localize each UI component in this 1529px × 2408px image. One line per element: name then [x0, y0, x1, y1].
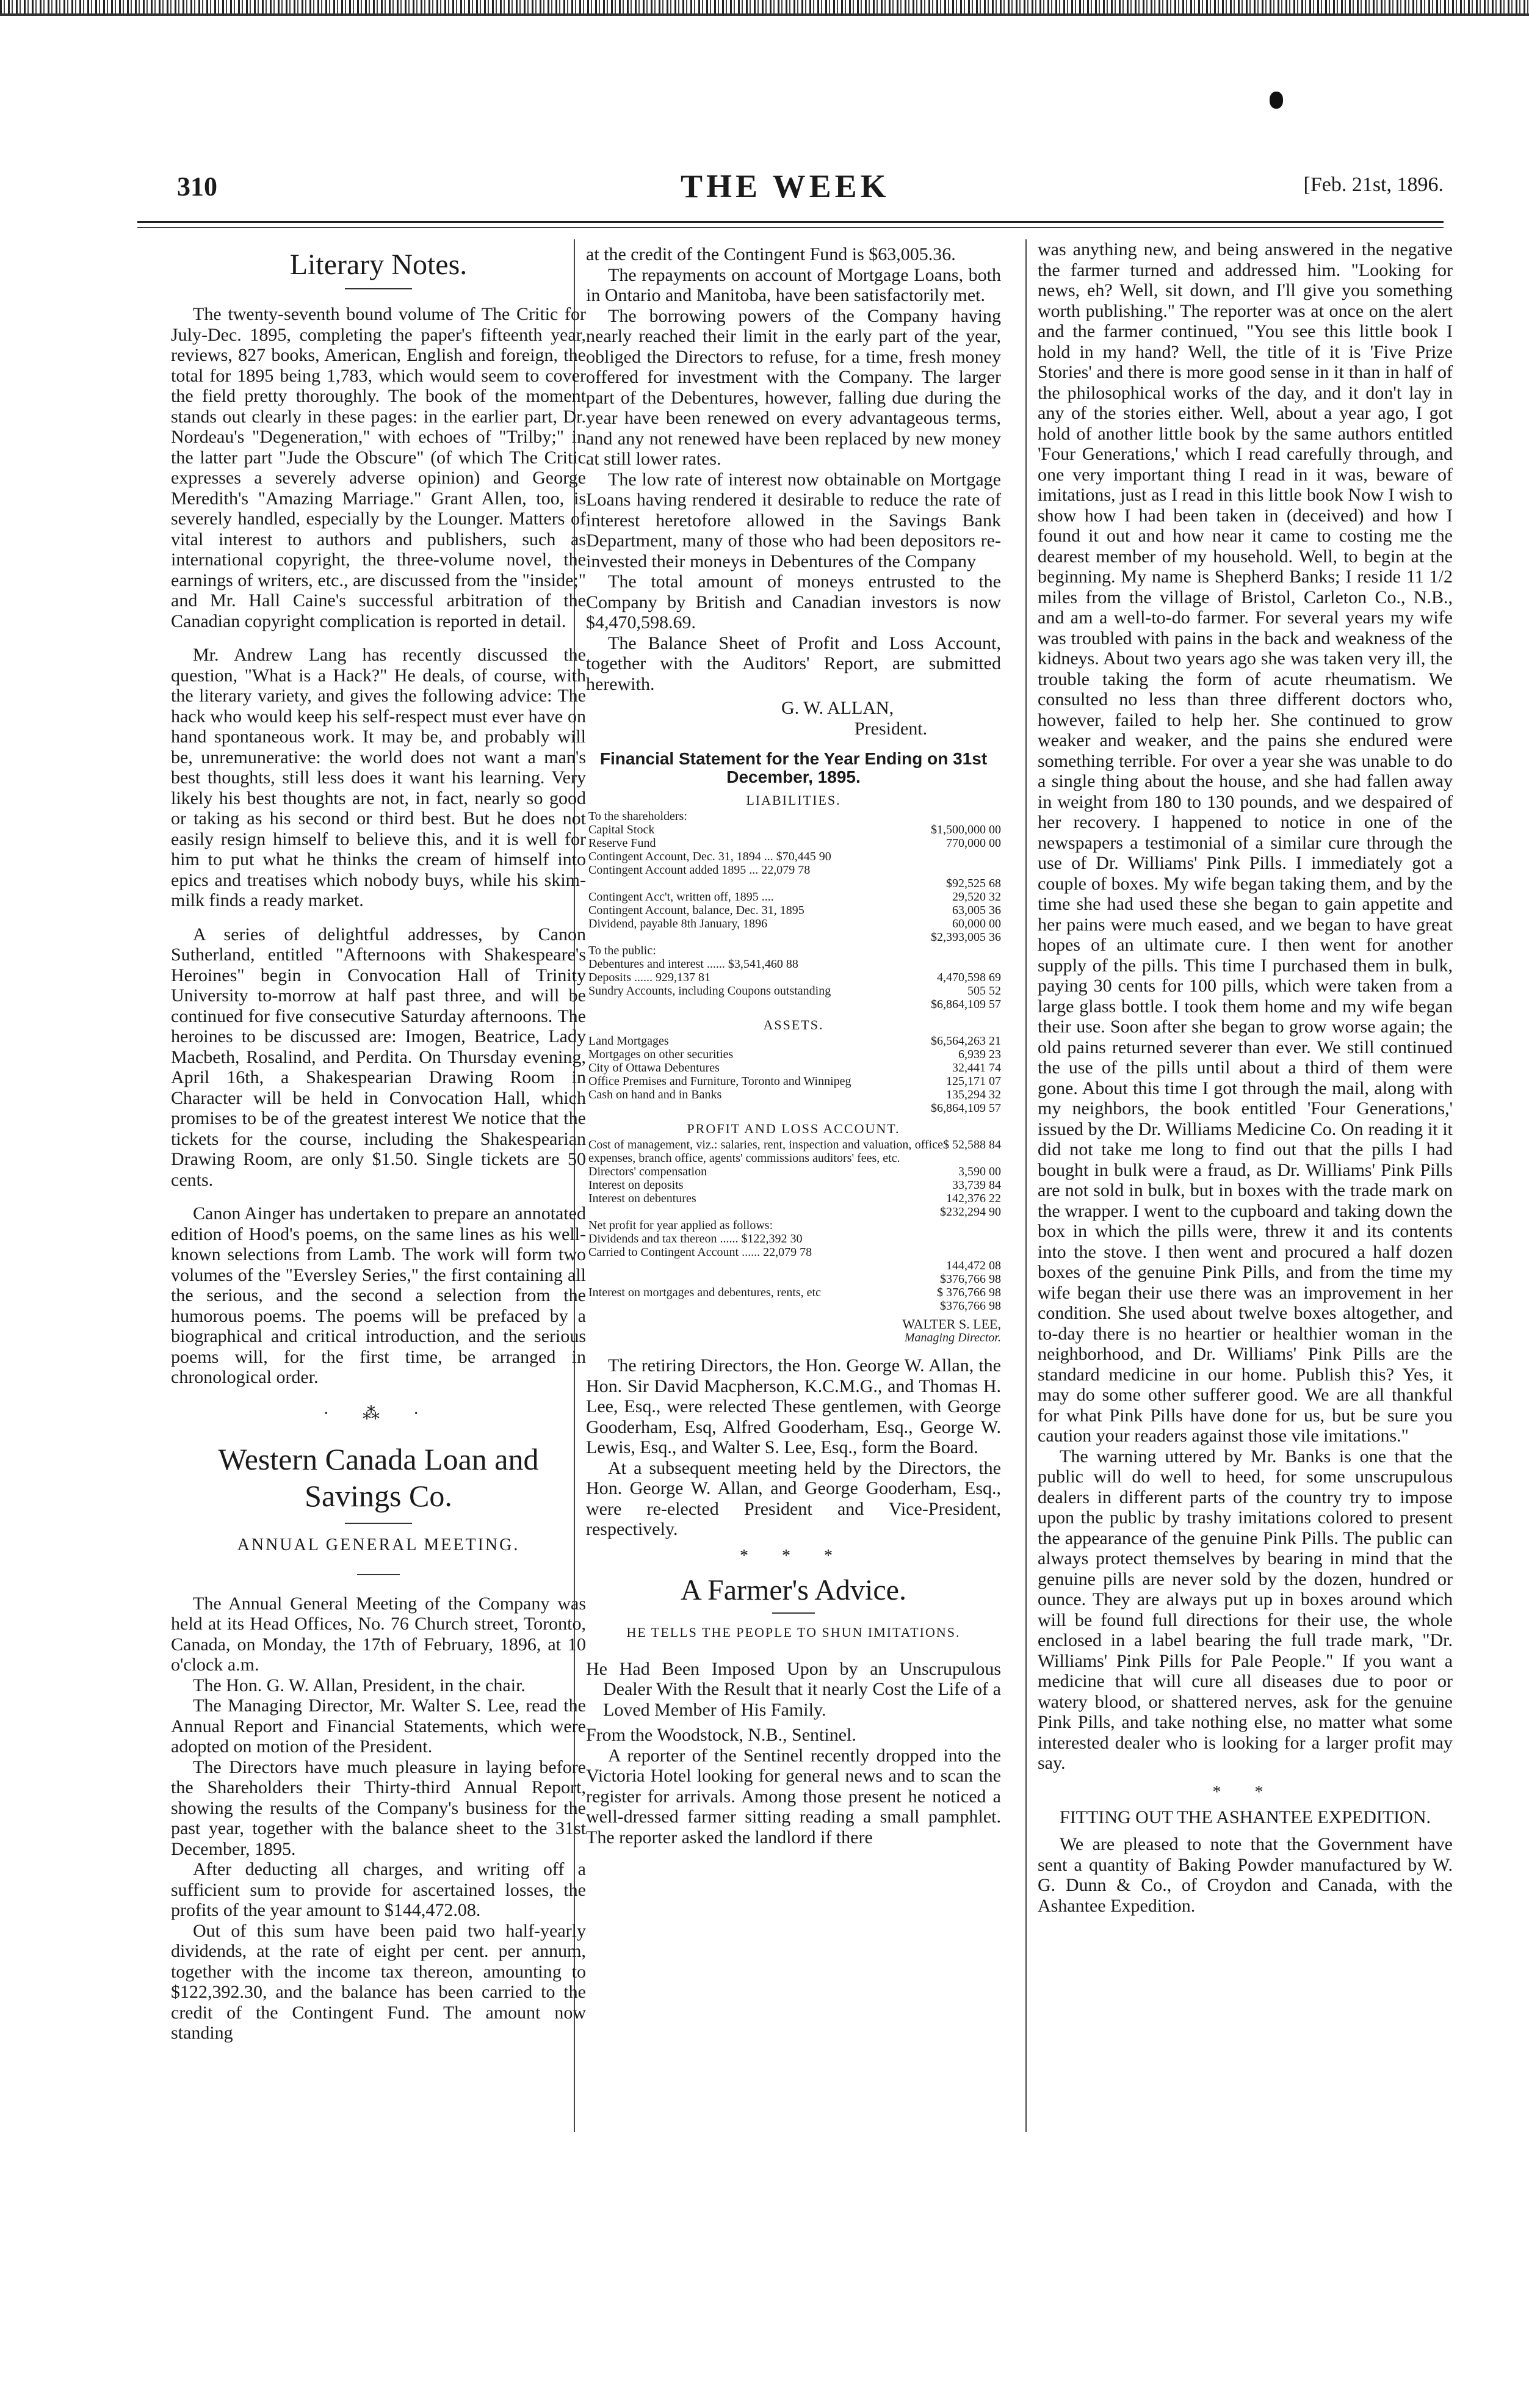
row-label: Dividends and tax thereon ...... $122,392 30	[588, 1232, 803, 1246]
row-label	[586, 1299, 588, 1313]
row-value: 32,441 74	[952, 1061, 1001, 1075]
row-label	[586, 1205, 588, 1219]
paragraph: Out of this sum have been paid two half-yearly dividends, at the rate of eight per cent. per annum, together with the income tax thereon, amounting to $122,392.30, and the balance has been carried to the credit of the Contingent Fund. The amount now standing	[171, 1920, 586, 2043]
paragraph: was anything new, and being answered in the negative the farmer turned and addressed him. "Looking for news, eh? Well, sit down, and I'll give you something worth publishing." The reporter was at once on the alert and the farmer continued, "You see this little book I hold in my hand? Well, the title of it is 'Five Prize Stories' and there is more good sense in it than in half of the philosophical works of the day, and it don't lay in any of the stories either. Well, about a year ago, I got hold of another little book by the same authors entitled 'Four Generations,' which I read carefully through, and one very important thing I read in it was, beware of imitations, just as I read in this little book Now I wish to show how I had been taken in (deceived) and how I found it out and how near it came to costing me the dearest member of my household. Well, to begin at the beginning. My name is Shepherd Banks; I reside 11 1/2 miles from the village of Bristol, Carleton Co., N.B., and am a well-to-do farmer. For several years my wife was troubled with pains in the back and weakness of the kidneys. About two years ago she was taken very ill, the trouble taking the form of acute rheumatism. We consulted no less than three different doctors who, however, failed to help her. She continued to grow weaker and weaker, and the pains she endured were something terrible. For over a year she was unable to do a single thing about the house, and she had fallen away in weight from 180 to 130 pounds, and we despaired of her recovery. I happened to notice in one of the newspapers a testimonial of a similar cure through the use of Dr. Williams' Pink Pills. I immediately got a couple of boxes. My wife began taking them, and by the time she had used these she began to gain appetite and her pains were much eased, and we began to have great hopes of an ultimate cure. I then went for another supply of the pills. This time I purchased them in bulk, paying 30 cents for 100 pills, which were taken from a large glass bottle. I took them home and my wife began their use. Soon after she began to grow worse again; the old pains returned severer than ever. We still continued the use of the pills until about a third of them were gone. About this time I got through the mail, along with my neighbors, the book entitled 'Four Generations,' issued by the Dr. Williams Medicine Co. On reading it it did not take me long to find out that the pills I had bought in bulk were a fraud, as Dr. Williams' Pink Pills are not sold in bulk, but in boxes with the trade mark on the wrapper. I went to the cupboard and taking down the box in which the pills were, threw it and its contents into the stove. I then went and procured a half dozen boxes of the genuine Pink Pills, and from the time my wife began their use there was an improvement in her condition. She used about twelve boxes altogether, and to-day there is no heartier or healthier woman in the neighborhood, and Dr. Williams' Pink Pills are the standard medicine in our home. Publish this? Yes, it may do some other sufferer good. We are all thankful for what Pink Pills have done for us, but be sure you caution your readers against those vile imitations."	[1038, 239, 1453, 1446]
table-row	[586, 1178, 1001, 1192]
table-row	[586, 850, 1001, 863]
liabilities-table	[586, 810, 1001, 1011]
paragraph: The Managing Director, Mr. Walter S. Lee, read the Annual Report and Financial Statements, which were adopted on motion of the President.	[171, 1695, 586, 1757]
table-row	[586, 957, 1001, 971]
manager-title: Managing Director.	[904, 1331, 1001, 1344]
row-value: 4,470,598 69	[937, 971, 1001, 984]
row-label: To the shareholders:	[588, 810, 687, 823]
row-label: Cost of management, viz.: salaries, rent, inspection and valuation, office expenses, branch office, agents' commissions auditors' fees, etc.	[588, 1138, 943, 1165]
section-ornament: * * *	[740, 1546, 847, 1565]
paragraph: The total amount of moneys entrusted to the Company by British and Canadian investors is now $4,470,598.69.	[586, 571, 1001, 633]
table-row	[586, 1299, 1001, 1313]
row-label: Reserve Fund	[588, 836, 656, 850]
row-label	[586, 1259, 588, 1272]
heading-rule	[357, 1574, 400, 1575]
row-value: $ 376,766 98	[937, 1286, 1001, 1299]
paragraph: The retiring Directors, the Hon. George W. Allan, the Hon. Sir David Macpherson, K.C.M.G., and Thomas H. Lee, Esq., were relected These gentlemen, with George Gooderham, Esq, Alfred Gooderham, Esq., George W. Lewis, Esq., and Walter S. Lee, Esq., form the Board.	[586, 1355, 1001, 1457]
row-label: To the public:	[588, 944, 656, 957]
paragraph: The Annual General Meeting of the Company was held at its Head Offices, No. 76 Church street, Toronto, Canada, on Monday, the 17th of February, 1896, at 10 o'clock a.m.	[171, 1593, 586, 1675]
source-line: From the Woodstock, N.B., Sentinel.	[586, 1725, 856, 1745]
row-label: Land Mortgages	[588, 1034, 669, 1048]
row-value: 6,939 23	[958, 1048, 1001, 1061]
ink-blot	[1270, 92, 1283, 109]
heading-rule	[345, 288, 412, 289]
row-value: $376,766 98	[940, 1272, 1001, 1286]
row-value: $232,294 90	[940, 1205, 1001, 1219]
signature-title: President.	[855, 718, 928, 739]
paragraph: The low rate of interest now obtainable on Mortgage Loans having rendered it desirable to reduce the rate of interest heretofore allowed in the Savings Bank Department, many of those who had been depositors re-invested their moneys in Debentures of the Company	[586, 469, 1001, 571]
section-heading: Literary Notes.	[289, 248, 468, 281]
row-label: Dividend, payable 8th January, 1896	[588, 917, 768, 930]
signature-name: G. W. ALLAN,	[781, 698, 894, 718]
table-row	[586, 1219, 1001, 1232]
section-heading: A Farmer's Advice.	[681, 1574, 906, 1606]
paragraph: A reporter of the Sentinel recently dropped into the Victoria Hotel looking for general news and to scan the register for arrivals. Among those present he noticed a well-dressed farmer sitting reading a small pamphlet. The reporter asked the landlord if there	[586, 1745, 1001, 1848]
section-subheading: HE TELLS THE PEOPLE TO SHUN IMITATIONS.	[626, 1625, 961, 1640]
column-2	[586, 244, 1001, 1848]
row-label	[586, 877, 588, 890]
financial-statement-title: Financial Statement for the Year Ending on 31st December, 1895.	[599, 749, 988, 786]
table-row	[586, 917, 1001, 930]
row-value: $6,864,109 57	[931, 1101, 1001, 1115]
table-row	[586, 1232, 1001, 1246]
issue-date: [Feb. 21st, 1896.	[1303, 173, 1444, 196]
profit-loss-table	[586, 1138, 1001, 1313]
paragraph: The twenty-seventh bound volume of The Critic for July-Dec. 1895, completing the paper's fifteenth year, reviews, 827 books, American, English and foreign, the total for 1895 being 1,783, which would seem to cover the field pretty thoroughly. The book of the moment stands out clearly in these pages: in the earlier part, Dr. Nordeau's "Degeneration," with echoes of "Trilby;" in the latter part "Jude the Obscure" (of which The Critic expresses a severely adverse opinion) and George Meredith's "Amazing Marriage." Grant Allen, too, is severely handled, especially by the Lounger. Matters of vital interest to authors and publishers, such as international copyright, the three-volume novel, the earnings of writers, etc., are discussed from the "inside;" and Mr. Hall Caine's successful arbitration of the Canadian copyright complication is reported in detail.	[171, 304, 586, 631]
table-row	[586, 904, 1001, 917]
column-divider	[1025, 239, 1027, 2132]
paragraph: We are pleased to note that the Government have sent a quantity of Baking Powder manufactured by W. G. Dunn & Co., of Croydon and Canada, with the Ashantee Expedition.	[1038, 1834, 1453, 1916]
row-label: Net profit for year applied as follows:	[588, 1219, 773, 1232]
paragraph: at the credit of the Contingent Fund is $63,005.36.	[586, 244, 956, 264]
table-row	[586, 823, 1001, 836]
table-row	[586, 1286, 1001, 1299]
row-label	[586, 930, 588, 944]
page-title: THE WEEK	[681, 168, 890, 205]
table-row	[586, 836, 1001, 850]
page-header	[137, 165, 1444, 205]
row-label: Mortgages on other securities	[588, 1048, 734, 1061]
row-value: $92,525 68	[946, 877, 1001, 890]
table-row	[586, 1088, 1001, 1101]
row-label: Interest on deposits	[588, 1178, 684, 1192]
heading-rule	[772, 1612, 815, 1614]
row-value: $2,393,005 36	[931, 930, 1001, 944]
liabilities-heading: LIABILITIES.	[746, 792, 841, 808]
row-label: Contingent Account, balance, Dec. 31, 1895	[588, 904, 804, 917]
paragraph: A series of delightful addresses, by Canon Sutherland, entitled "Afternoons with Shakespeare's Heroines" begin in Convocation Hall of Trinity University to-morrow at half past three, and will be continued for five consecutive Saturday afternoons. The heroines to be discussed are: Imogen, Beatrice, Lady Macbeth, Rosalind, and Perdita. On Thursday evening, April 16th, a Shakespearian Drawing Room in Character will be held in Convocation Hall, which promises to be of the greatest interest We notice that the tickets for the course, including the Shakespearian Drawing Room, are only $1.50. Single tickets are 50 cents.	[171, 924, 586, 1190]
row-label	[586, 1272, 588, 1286]
assets-heading: ASSETS.	[763, 1017, 824, 1032]
table-row	[586, 1101, 1001, 1115]
row-value: 142,376 22	[946, 1192, 1001, 1205]
row-label	[586, 1101, 588, 1115]
table-row	[586, 971, 1001, 984]
row-label: City of Ottawa Debentures	[588, 1061, 720, 1075]
paragraph: The Directors have much pleasure in laying before the Shareholders their Thirty-third Annual Report, showing the results of the Company's business for the past year, together with the balance sheet to the 31st December, 1895.	[171, 1757, 586, 1859]
table-row	[586, 984, 1001, 998]
table-row	[586, 1138, 1001, 1165]
row-value: 135,294 32	[946, 1088, 1001, 1101]
paragraph: The warning uttered by Mr. Banks is one that the public will do well to heed, for some unscrupulous dealers in different parts of the country try to impose upon the public by trashy imitations colored to present the appearance of the genuine Pink Pills. The public can always protect themselves by bearing in mind that the genuine pills are never sold by the dozen, hundred or ounce. They are always put up in boxes around which will be found full directions for their use, the whole enclosed in a label bearing the full trade mark, "Dr. Williams' Pink Pills for Pale People." If you want a medicine that will cure all diseases due to poor or watery blood, or shattered nerves, ask for the genuine Pink Pills, and take nothing else, no matter what some interested dealer who is looking for a larger profit may say.	[1038, 1446, 1453, 1773]
table-row	[586, 1165, 1001, 1178]
row-value: $376,766 98	[940, 1299, 1001, 1313]
row-label: Sundry Accounts, including Coupons outstanding	[588, 984, 831, 998]
row-label: Capital Stock	[588, 823, 655, 836]
column-3	[1038, 239, 1453, 1916]
row-value: 33,739 84	[952, 1178, 1001, 1192]
table-row	[586, 1075, 1001, 1088]
row-value: 770,000 00	[946, 836, 1001, 850]
paragraph: The Hon. G. W. Allan, President, in the chair.	[193, 1675, 526, 1695]
row-label: Contingent Account added 1895 ... 22,079 78	[588, 863, 811, 877]
row-value: $ 52,588 84	[943, 1138, 1001, 1151]
table-row	[586, 810, 1001, 823]
paragraph: The borrowing powers of the Company having nearly reached their limit in the early part of the year, obliged the Directors to refuse, for a time, fresh money offered for investment with the Company. The larger part of the Debentures, however, falling due during the year have been renewed on every advantageous terms, and any not renewed have been replaced by new money at still lower rates.	[586, 305, 1001, 469]
financial-statement	[586, 794, 1001, 1344]
table-row	[586, 944, 1001, 957]
assets-table	[586, 1034, 1001, 1115]
paragraph: The repayments on account of Mortgage Loans, both in Ontario and Manitoba, have been satisfactorily met.	[586, 264, 1001, 305]
section-heading: Western Canada Loan and Savings Co.	[218, 1442, 539, 1513]
row-label: Directors' compensation	[588, 1165, 707, 1178]
row-label: Contingent Account, Dec. 31, 1894 ... $70,445 90	[588, 850, 831, 863]
row-value: $6,564,263 21	[931, 1034, 1001, 1048]
row-label	[586, 998, 588, 1011]
row-label: Carried to Contingent Account ...... 22,079 78	[588, 1246, 812, 1259]
row-value: 63,005 36	[952, 904, 1001, 917]
column-1	[171, 244, 586, 2044]
row-label: Cash on hand and in Banks	[588, 1088, 722, 1101]
table-row	[586, 1192, 1001, 1205]
row-value: 125,171 07	[946, 1075, 1001, 1088]
page-number: 310	[177, 172, 217, 201]
row-label: Interest on mortgages and debentures, rents, etc	[588, 1286, 821, 1299]
manager-name: WALTER S. LEE,	[902, 1316, 1001, 1332]
paragraph: At a subsequent meeting held by the Directors, the Hon. George W. Allan, and George Gooderham, Esq., were re-elected President and Vice-President, respectively.	[586, 1457, 1001, 1539]
row-label: Deposits ...... 929,137 81	[588, 971, 710, 984]
table-row	[586, 1061, 1001, 1075]
table-row	[586, 890, 1001, 904]
row-label: Debentures and interest ...... $3,541,460 88	[588, 957, 798, 971]
row-value: 505 52	[967, 984, 1001, 998]
row-value: 144,472 08	[946, 1259, 1001, 1272]
table-row	[586, 863, 1001, 877]
row-value: $1,500,000 00	[931, 823, 1001, 836]
header-rule	[137, 221, 1444, 223]
section-ornament: * *	[1212, 1782, 1278, 1802]
row-value: 60,000 00	[952, 917, 1001, 930]
profit-loss-heading: PROFIT AND LOSS ACCOUNT.	[687, 1121, 900, 1136]
row-label: Interest on debentures	[588, 1192, 696, 1205]
paragraph: Canon Ainger has undertaken to prepare an annotated edition of Hood's poems, on the same lines as his well-known selections from Lamb. The work will form two volumes of the "Eversley Series," the first containing all the serious, and the second a selection from the humorous poems. The poems will be prefaced by a biographical and critical introduction, and the serious poems will, for the first time, be arranged in chronological order.	[171, 1203, 586, 1387]
row-value: $6,864,109 57	[931, 998, 1001, 1011]
top-rule	[0, 13, 1529, 16]
table-row	[586, 877, 1001, 890]
table-row	[586, 1205, 1001, 1219]
row-value: 3,590 00	[958, 1165, 1001, 1178]
paragraph: After deducting all charges, and writing off a sufficient sum to provide for ascertained losses, the profits of the year amount to $144,472.08.	[171, 1859, 586, 1920]
top-border	[0, 0, 1529, 13]
section-ornament: · ⁂ ·	[323, 1404, 434, 1423]
table-row	[586, 930, 1001, 944]
section-subheading: ANNUAL GENERAL MEETING.	[237, 1536, 520, 1554]
lead-paragraph: He Had Been Imposed Upon by an Unscrupulous Dealer With the Result that it nearly Cost the Life of a Loved Member of His Family.	[586, 1658, 1001, 1720]
heading-rule	[345, 1523, 412, 1524]
table-row	[586, 1259, 1001, 1272]
paragraph: Mr. Andrew Lang has recently discussed the question, "What is a Hack?" He deals, of course, with the literary variety, and gives the following advice: The hack who would keep his self-respect must ever have on hand spontaneous work. It may be, and probably will be, unremunerative: the world does not want a man's best thoughts, still less does it want his learning. Very likely his best thoughts are not, in fact, nearly so good or taking as his second or third best. But he does not easily resign himself to believe this, and it is well for him to put what he thinks the cream of himself into epics and treatises which nobody buys, while his skim-milk finds a ready market.	[171, 645, 586, 910]
row-label: Office Premises and Furniture, Toronto and Winnipeg	[588, 1075, 851, 1088]
table-row	[586, 1246, 1001, 1259]
header-rule-thin	[137, 227, 1444, 228]
table-row	[586, 1034, 1001, 1048]
table-row	[586, 1272, 1001, 1286]
table-row	[586, 1048, 1001, 1061]
paragraph: The Balance Sheet of Profit and Loss Account, together with the Auditors' Report, are submitted herewith.	[586, 633, 1001, 694]
row-value: 29,520 32	[952, 890, 1001, 904]
section-heading: FITTING OUT THE ASHANTEE EXPEDITION.	[1060, 1807, 1431, 1827]
row-label: Contingent Acc't, written off, 1895 ....	[588, 890, 774, 904]
table-row	[586, 998, 1001, 1011]
